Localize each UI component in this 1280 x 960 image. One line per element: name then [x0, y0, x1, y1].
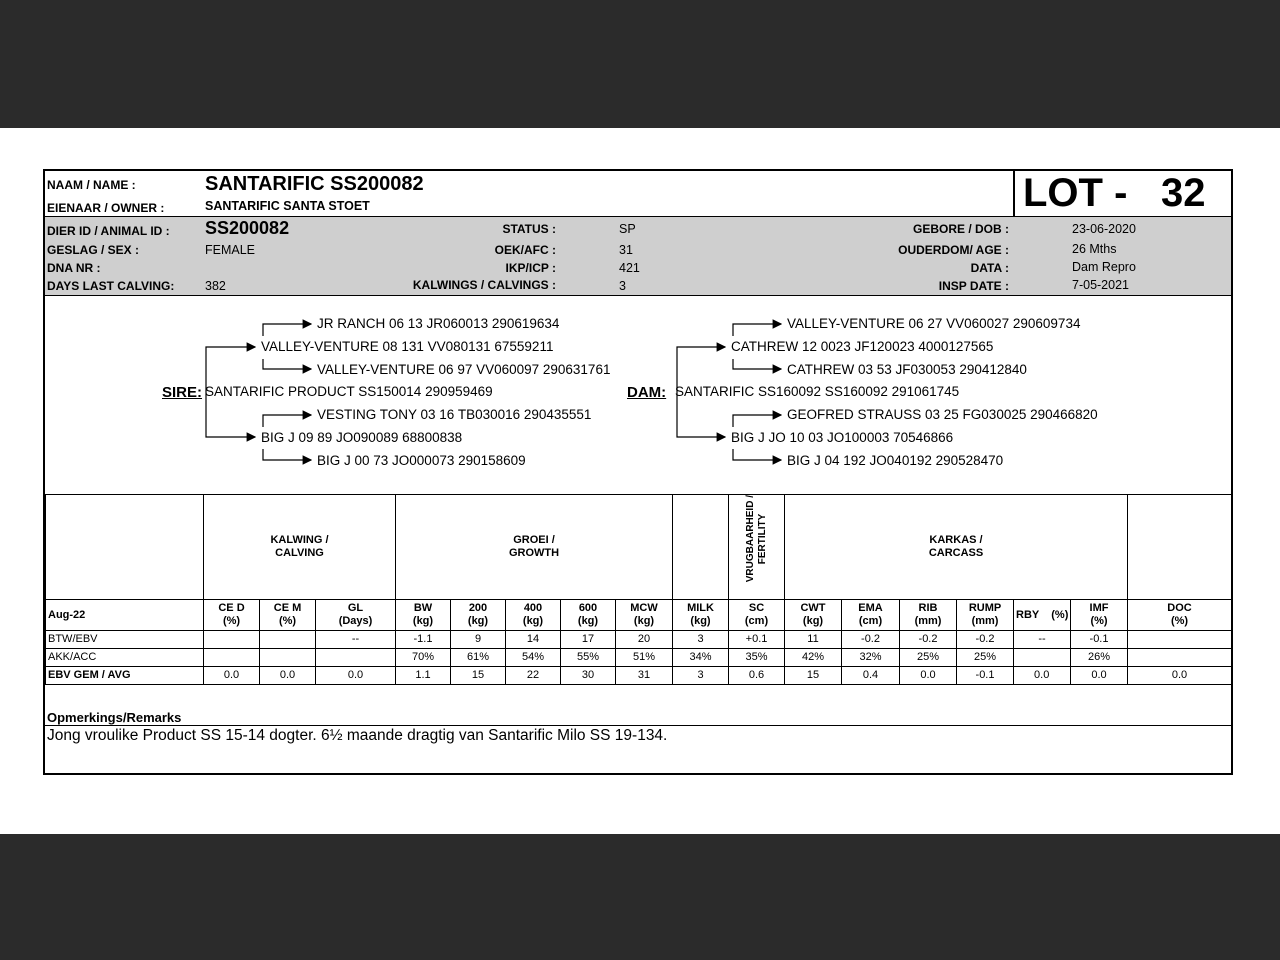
ebv-cell: 30: [561, 667, 616, 685]
ebv-col-header: [506, 600, 561, 631]
ebv-cell: 0.4: [842, 667, 900, 685]
lot-label: LOT -: [1023, 171, 1128, 215]
sd-to-sdd-line: [263, 449, 311, 460]
ebv-col-unit: (kg): [802, 615, 824, 627]
age-label: OUDERDOM/ AGE :: [898, 243, 1009, 257]
ebv-group-blank: [46, 495, 204, 600]
days-label: DAYS LAST CALVING:: [47, 279, 175, 293]
lot-card: [43, 169, 1233, 775]
ebv-cell: 11: [785, 631, 842, 649]
ebv-cell: [1014, 649, 1071, 667]
ebv-col-unit: (cm): [858, 615, 883, 627]
ebv-col-unit: (mm): [914, 615, 942, 627]
ebv-cell: [204, 631, 260, 649]
icp-value: 421: [619, 261, 640, 275]
catalog-sheet: [0, 128, 1280, 834]
ebv-cell: 42%: [785, 649, 842, 667]
status-value: SP: [619, 222, 636, 236]
ebv-col-header: [1128, 600, 1232, 631]
remarks-label: Opmerkings/Remarks: [47, 710, 182, 725]
ebv-cell: 17: [561, 631, 616, 649]
sire-sire-sire: JR RANCH 06 13 JR060013 290619634: [317, 316, 560, 331]
sire-label: SIRE:: [162, 384, 203, 401]
owner-name: SANTARIFIC SANTA STOET: [205, 199, 370, 213]
ebv-col-name: CWT: [800, 602, 826, 614]
sire: SANTARIFIC PRODUCT SS150014 290959469: [205, 384, 493, 399]
remarks-header: [45, 707, 1231, 726]
afc-value: 31: [619, 243, 633, 257]
ebv-cell: 55%: [561, 649, 616, 667]
ebv-col-name: RBY (%): [1016, 608, 1069, 621]
dob-value: 23-06-2020: [1072, 222, 1136, 236]
ebv-cell: [316, 649, 396, 667]
ebv-col-unit: (kg): [412, 615, 434, 627]
insp-value: 7-05-2021: [1072, 278, 1129, 292]
ebv-col-header: [842, 600, 900, 631]
ebv-col-name: 200: [468, 602, 488, 614]
ebv-col-header: [1071, 600, 1128, 631]
ebv-col-name: RIB: [918, 602, 938, 614]
dam-sire-sire: VALLEY-VENTURE 06 27 VV060027 290609734: [787, 316, 1081, 331]
ebv-cell: +0.1: [729, 631, 785, 649]
dam-sire: CATHREW 12 0023 JF120023 4000127565: [731, 339, 994, 354]
name-label: NAAM / NAME :: [47, 178, 136, 192]
calvings-value: 3: [619, 279, 626, 293]
sire-sire: VALLEY-VENTURE 08 131 VV080131 67559211: [261, 339, 554, 354]
sire-dam-sire: VESTING TONY 03 16 TB030016 290435551: [317, 407, 592, 422]
ebv-cell: 1.1: [396, 667, 451, 685]
ebv-cell: 9: [451, 631, 506, 649]
ebv-col-unit: (kg): [690, 615, 711, 627]
ebv-col-name: MILK: [687, 602, 714, 614]
dam: SANTARIFIC SS160092 SS160092 291061745: [675, 384, 960, 399]
days-value: 382: [205, 279, 226, 293]
ebv-col-name: BW: [413, 602, 433, 614]
afc-label: OEK/AFC :: [494, 243, 556, 257]
ebv-cell: 25%: [957, 649, 1014, 667]
ebv-col-unit: (Days): [338, 615, 373, 627]
ebv-table: [45, 494, 1231, 685]
ebv-col-header: [561, 600, 616, 631]
ebv-cell: -0.2: [842, 631, 900, 649]
ebv-col-unit: (%): [278, 615, 297, 627]
animal-id: SS200082: [205, 218, 290, 238]
ebv-col-header: [451, 600, 506, 631]
ebv-col-unit: (%): [1090, 615, 1108, 627]
ebv-cell: 15: [451, 667, 506, 685]
ebv-cell: 31: [616, 667, 673, 685]
calvings-label: KALWINGS / CALVINGS :: [412, 278, 556, 292]
ebv-row-label: BTW/EBV: [46, 631, 204, 649]
dob-label: GEBORE / DOB :: [912, 222, 1009, 236]
group-milk-blank: [673, 495, 729, 600]
ebv-col-unit: (%): [1170, 615, 1189, 627]
ds-to-dsd-line: [733, 359, 781, 369]
ebv-col-name: 400: [523, 602, 543, 614]
ebv-row: [46, 667, 1232, 685]
dam-dam: BIG J JO 10 03 JO100003 70546866: [731, 430, 954, 445]
ebv-cell: 0.6: [729, 667, 785, 685]
ebv-cell: --: [316, 631, 396, 649]
ebv-cell: -0.2: [900, 631, 957, 649]
sex-label: GESLAG / SEX :: [47, 243, 140, 257]
ebv-cell: -0.1: [1071, 631, 1128, 649]
remarks-body: [45, 726, 1231, 773]
ebv-col-unit: (%): [222, 615, 241, 627]
ebv-row-label: AKK/ACC: [46, 649, 204, 667]
pedigree: [45, 296, 1231, 495]
ebv-cell: [204, 649, 260, 667]
ebv-col-unit: (kg): [522, 615, 544, 627]
ebv-cell: 25%: [900, 649, 957, 667]
ebv-cell: [260, 631, 316, 649]
remarks-text: Jong vroulike Product SS 15-14 dogter. 6½ maande dragtig van Santarific Milo SS 19-134.: [47, 727, 668, 744]
owner-label: EIENAAR / OWNER :: [47, 201, 165, 215]
ebv-col-name: EMA: [858, 602, 883, 614]
sex-value: FEMALE: [205, 243, 256, 257]
status-label: STATUS :: [502, 222, 556, 236]
ebv-cell: 70%: [396, 649, 451, 667]
animal-id-label: DIER ID / ANIMAL ID :: [47, 224, 170, 238]
ebv-row: [46, 649, 1232, 667]
ebv-cell: 3: [673, 631, 729, 649]
ebv-cell: 0.0: [1071, 667, 1128, 685]
lot-box: [1013, 171, 1233, 216]
animal-info: [45, 217, 1231, 296]
ebv-col-name: GL: [347, 602, 364, 614]
sire-dam: BIG J 09 89 JO090089 68800838: [261, 430, 463, 445]
ebv-cell: 32%: [842, 649, 900, 667]
ebv-col-unit: (kg): [633, 615, 655, 627]
ebv-cell: 22: [506, 667, 561, 685]
dd-to-dds-line: [733, 415, 781, 427]
ebv-col-name: CE M: [273, 602, 302, 614]
ebv-cell: 0.0: [316, 667, 396, 685]
animal-name: SANTARIFIC SS200082: [205, 173, 424, 195]
sire-sire-dam: VALLEY-VENTURE 06 97 VV060097 290631761: [317, 362, 611, 377]
ebv-col-unit: (kg): [467, 615, 489, 627]
ebv-col-name: IMF: [1089, 602, 1109, 614]
ebv-col-name: CE D: [218, 602, 245, 614]
ebv-col-header: [729, 600, 785, 631]
ds-to-dss-line: [733, 324, 781, 336]
ebv-cell: 0.0: [204, 667, 260, 685]
group-calving: KALWING / CALVING: [204, 495, 396, 600]
ebv-cell: 15: [785, 667, 842, 685]
ebv-col-header: [616, 600, 673, 631]
dna-label: DNA NR :: [47, 261, 101, 275]
card-header: [45, 171, 1231, 217]
group-carcass: KARKAS / CARCASS: [785, 495, 1128, 600]
ebv-col-header: [260, 600, 316, 631]
ebv-col-header: [204, 600, 260, 631]
dam-dam-sire: GEOFRED STRAUSS 03 25 FG030025 290466820: [787, 407, 1098, 422]
group-growth: GROEI / GROWTH: [396, 495, 673, 600]
ss-to-sss-line: [263, 324, 311, 336]
ebv-col-header: [957, 600, 1014, 631]
ebv-row-label: EBV GEM / AVG: [46, 667, 204, 685]
ebv-group-row: [46, 495, 1232, 600]
ss-to-ssd-line: [263, 359, 311, 369]
data-label: DATA :: [970, 261, 1009, 275]
ebv-cell: -1.1: [396, 631, 451, 649]
data-value: Dam Repro: [1072, 260, 1136, 274]
ebv-cell: 0.0: [900, 667, 957, 685]
ebv-cell: 0.0: [1014, 667, 1071, 685]
ebv-cell: 35%: [729, 649, 785, 667]
ebv-row: [46, 631, 1232, 649]
ebv-cell: 26%: [1071, 649, 1128, 667]
insp-label: INSP DATE :: [938, 279, 1009, 293]
sire-dam-dam: BIG J 00 73 JO000073 290158609: [317, 453, 526, 468]
ebv-col-header: [396, 600, 451, 631]
ebv-cell: [1128, 649, 1232, 667]
dam-label: DAM:: [627, 384, 667, 401]
group-fertility: VRUGBAARHEID / FERTILITY: [729, 495, 785, 600]
ebv-col-header: [673, 600, 729, 631]
dam-sire-dam: CATHREW 03 53 JF030053 290412840: [787, 362, 1027, 377]
ebv-col-unit: (cm): [744, 615, 769, 627]
ebv-date-label: Aug-22: [46, 600, 204, 631]
ebv-col-name: RUMP: [968, 602, 1002, 614]
ebv-col-unit: (kg): [577, 615, 599, 627]
ebv-col-name: 600: [578, 602, 598, 614]
ebv-cell: -0.1: [957, 667, 1014, 685]
ebv-cell: 0.0: [1128, 667, 1232, 685]
ebv-cell: 20: [616, 631, 673, 649]
sd-to-sds-line: [263, 415, 311, 427]
dam-dam-dam: BIG J 04 192 JO040192 290528470: [787, 453, 1004, 468]
ebv-col-header: [785, 600, 842, 631]
ebv-col-unit: (mm): [971, 615, 999, 627]
ebv-col-name: MCW: [630, 602, 658, 614]
ebv-cell: 0.0: [260, 667, 316, 685]
ebv-cell: 3: [673, 667, 729, 685]
group-doc-blank: [1128, 495, 1232, 600]
ebv-cell: -0.2: [957, 631, 1014, 649]
ebv-cell: [1128, 631, 1232, 649]
dd-to-ddd-line: [733, 449, 781, 460]
ebv-cell: 54%: [506, 649, 561, 667]
ebv-cell: --: [1014, 631, 1071, 649]
ebv-cell: [260, 649, 316, 667]
ebv-cell: 51%: [616, 649, 673, 667]
ebv-col-name: SC: [748, 602, 765, 614]
ebv-header-row: [46, 600, 1232, 631]
ebv-col-header: [316, 600, 396, 631]
ebv-col-header: [900, 600, 957, 631]
ebv-cell: 61%: [451, 649, 506, 667]
ebv-col-header: [1014, 600, 1071, 631]
age-value: 26 Mths: [1072, 242, 1117, 256]
icp-label: IKP/ICP :: [505, 261, 556, 275]
ebv-cell: 34%: [673, 649, 729, 667]
lot-number: 32: [1161, 171, 1206, 215]
ebv-col-name: DOC: [1167, 602, 1192, 614]
ebv-cell: 14: [506, 631, 561, 649]
